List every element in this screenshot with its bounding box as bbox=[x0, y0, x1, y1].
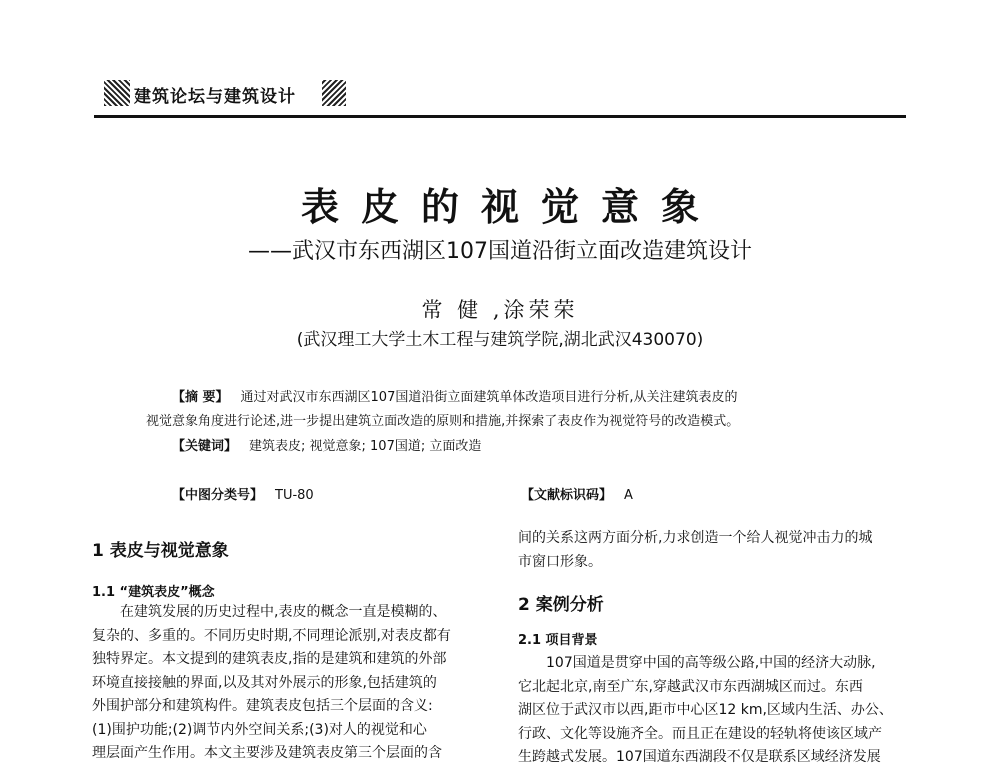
body-line: 环境直接接触的界面,以及其对外展示的形象,包括建筑的 bbox=[92, 674, 437, 691]
body-line: 复杂的、多重的。不同历史时期,不同理论派别,对表皮都有 bbox=[92, 627, 451, 644]
column-title: 建筑论坛与建筑设计 bbox=[134, 87, 296, 107]
affiliation: (武汉理工大学土木工程与建筑学院,湖北武汉430070) bbox=[296, 330, 704, 350]
article-subtitle: ——武汉市东西湖区107国道沿街立面改造建筑设计 bbox=[248, 239, 752, 264]
article-title: 表皮的视觉意象 bbox=[300, 184, 721, 229]
keywords-text: 建筑表皮; 视觉意象; 107国道; 立面改造 bbox=[249, 439, 482, 454]
abstract-line-2: 视觉意象角度进行论述,进一步提出建筑立面改造的原则和措施,并探索了表皮作为视觉符号的改造模式。 bbox=[146, 414, 740, 429]
abstract-line-1 bbox=[172, 386, 737, 405]
document-code bbox=[521, 484, 633, 503]
doc-label: 【文献标识码】 bbox=[521, 488, 613, 503]
body-line: 独特界定。本文提到的建筑表皮,指的是建筑和建筑的外部 bbox=[92, 651, 447, 667]
body-line: 行政、文化等设施齐全。而且正在建设的轻轨将使该区域产 bbox=[518, 725, 882, 742]
right-column-top bbox=[518, 527, 913, 574]
authors: 常 健 ,涂荣荣 bbox=[421, 298, 579, 322]
body-line: 间的关系这两方面分析,力求创造一个给人视觉冲击力的城 bbox=[518, 530, 873, 546]
section-1-1-heading: 1.1 “建筑表皮”概念 bbox=[92, 585, 215, 600]
keywords-label: 【关键词】 bbox=[172, 439, 238, 454]
clc-label: 【中图分类号】 bbox=[172, 488, 264, 503]
body-line: 理层面产生作用。本文主要涉及建筑表皮第三个层面的含 bbox=[92, 745, 442, 761]
body-line: (1)围护功能;(2)调节内外空间关系;(3)对人的视觉和心 bbox=[92, 721, 427, 738]
header-rule bbox=[94, 115, 906, 118]
body-line: 107国道是贯穿中国的高等级公路,中国的经济大动脉, bbox=[546, 655, 876, 671]
body-line: 外围护部分和建筑构件。建筑表皮包括三个层面的含义: bbox=[92, 698, 433, 714]
body-line: 它北起北京,南至广东,穿越武汉市东西湖城区而过。东西 bbox=[518, 678, 863, 695]
body-line: 在建筑发展的历史过程中,表皮的概念一直是模糊的、 bbox=[120, 604, 447, 620]
abstract-text-1: 通过对武汉市东西湖区107国道沿街立面建筑单体改造项目进行分析,从关注建筑表皮的 bbox=[240, 390, 738, 405]
left-column-body bbox=[92, 601, 487, 766]
doc-value: A bbox=[624, 488, 633, 503]
section-2-heading: 2 案例分析 bbox=[518, 595, 604, 615]
abstract-label: 【摘 要】 bbox=[172, 390, 229, 405]
clc-value: TU-80 bbox=[275, 488, 314, 503]
header-ornament-left bbox=[104, 80, 130, 106]
section-1-heading: 1 表皮与视觉意象 bbox=[92, 541, 229, 561]
right-column-body bbox=[518, 652, 913, 770]
header-ornament-right bbox=[322, 80, 346, 106]
body-line: 湖区位于武汉市以西,距市中心区12 km,区域内生活、办公、 bbox=[518, 702, 893, 718]
section-2-1-heading: 2.1 项目背景 bbox=[518, 633, 598, 648]
clc-number bbox=[172, 484, 314, 503]
keywords bbox=[172, 435, 481, 454]
body-line: 生跨越式发展。107国道东西湖段不仅是联系区域经济发展 bbox=[518, 749, 881, 765]
body-line: 市窗口形象。 bbox=[518, 553, 602, 570]
